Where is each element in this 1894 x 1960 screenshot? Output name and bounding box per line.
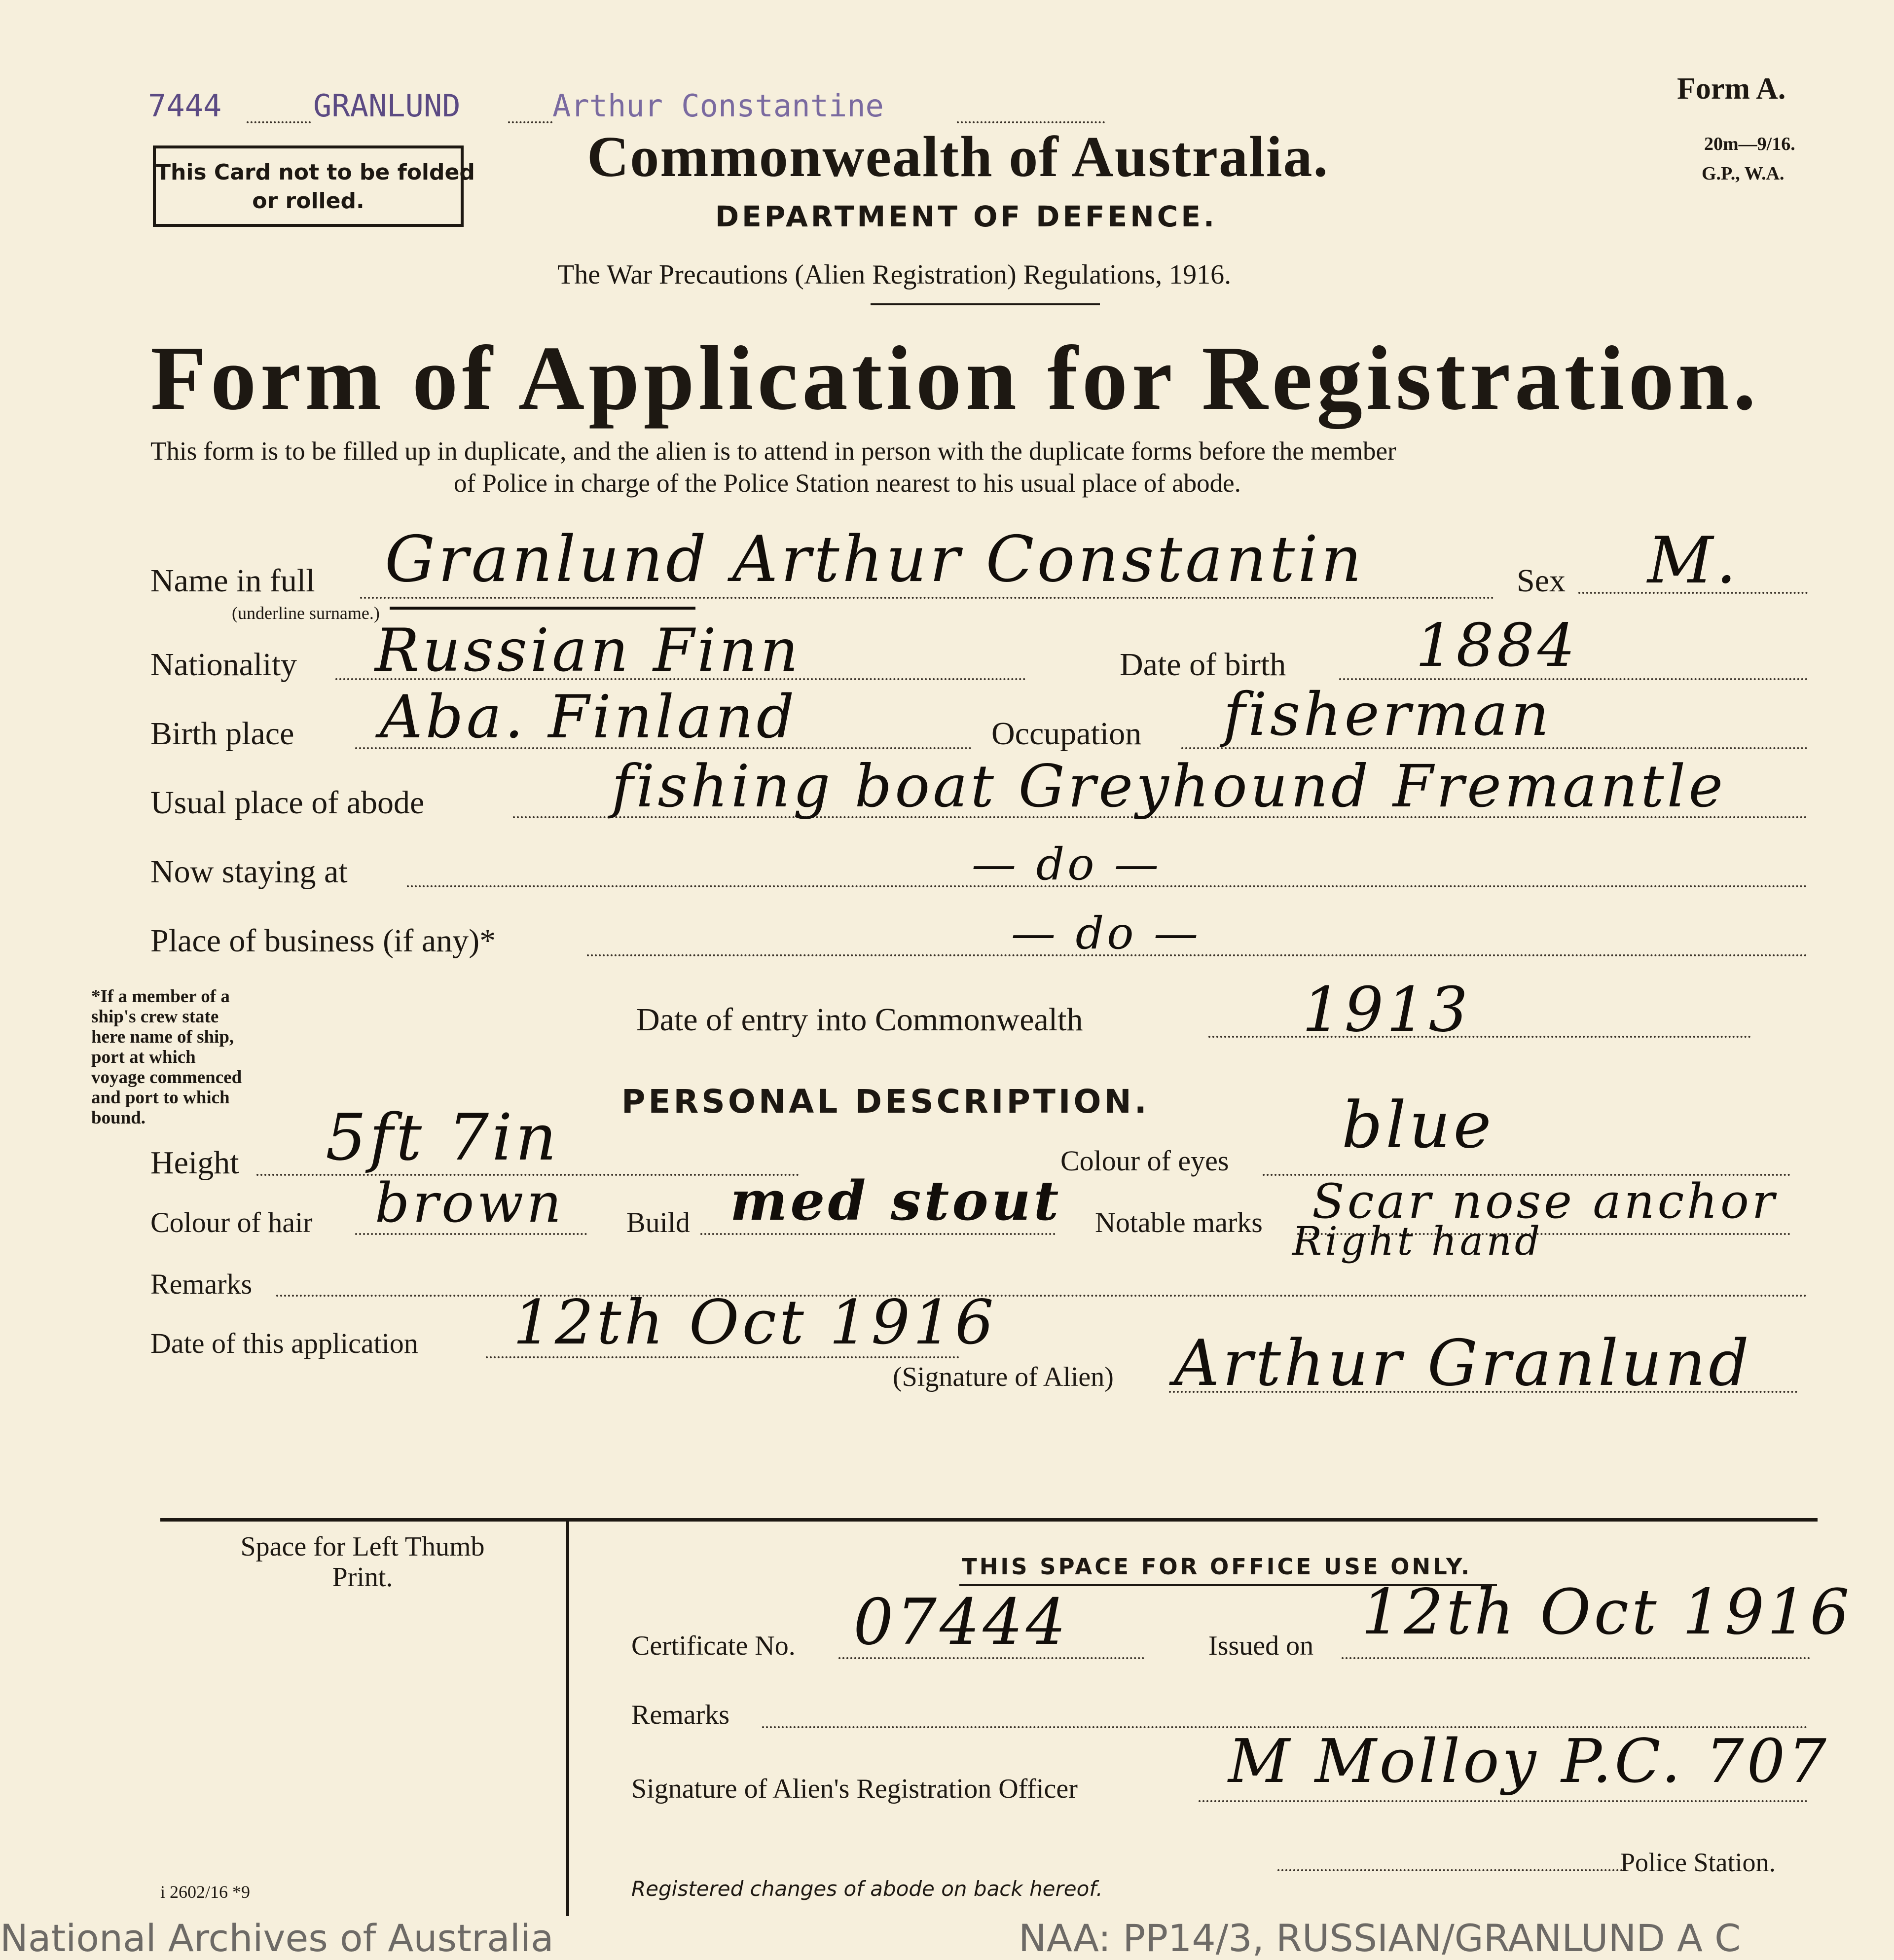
entry-dots xyxy=(1208,1036,1751,1038)
officer-signature: M Molloy P.C. 707 xyxy=(1228,1726,1829,1796)
height-value: 5ft 7in xyxy=(326,1100,560,1175)
abode-value: fishing boat Greyhound Fremantle xyxy=(612,752,1726,820)
height-label: Height xyxy=(150,1145,239,1181)
occupation-label: Occupation xyxy=(991,716,1142,752)
stamp-dots-2 xyxy=(508,121,552,123)
hair-label: Colour of hair xyxy=(150,1206,313,1238)
regulations-line: The War Precautions (Alien Registration) Regulations, 1916. xyxy=(557,259,1232,290)
staying-label: Now staying at xyxy=(150,854,348,890)
footnote-line: and port to which xyxy=(91,1088,230,1108)
entry-label: Date of entry into Commonwealth xyxy=(636,1002,1083,1038)
thumb-divider xyxy=(566,1522,569,1916)
station-dots xyxy=(1277,1869,1623,1871)
office-use-heading: THIS SPACE FOR OFFICE USE ONLY. xyxy=(962,1554,1472,1580)
police-station-label: Police Station. xyxy=(1620,1848,1776,1877)
department-heading: DEPARTMENT OF DEFENCE. xyxy=(715,200,1217,233)
marks-value-line1: Scar nose anchor xyxy=(1312,1174,1778,1229)
instructions-line2: of Police in charge of the Police Station nearest to his usual place of abode. xyxy=(454,469,1241,498)
office-remarks-label: Remarks xyxy=(631,1700,730,1730)
issued-label: Issued on xyxy=(1208,1631,1314,1661)
build-dots xyxy=(700,1233,1056,1235)
dob-value: 1884 xyxy=(1416,612,1578,680)
application-date-value: 12th Oct 1916 xyxy=(513,1287,997,1358)
remarks-label: Remarks xyxy=(150,1268,253,1300)
business-value: — do — xyxy=(1011,907,1202,959)
office-top-rule xyxy=(160,1518,1818,1522)
name-label: Name in full xyxy=(150,563,315,599)
footnote-line: here name of ship, xyxy=(91,1027,234,1047)
birthplace-label: Birth place xyxy=(150,716,294,752)
thumb-print-caption xyxy=(160,1531,565,1593)
sex-value: M. xyxy=(1647,523,1740,598)
surname-underline xyxy=(390,607,695,610)
nationality-value: Russian Finn xyxy=(375,617,801,685)
certificate-value: 07444 xyxy=(853,1586,1069,1659)
footnote-line: port at which xyxy=(91,1047,196,1067)
instructions-line1: This form is to be filled up in duplicate, and the alien is to attend in person with the duplicate forms before the member xyxy=(150,437,1396,466)
build-value: med stout xyxy=(730,1169,1062,1233)
footnote-line: voyage commenced xyxy=(91,1067,242,1088)
staying-value: — do — xyxy=(972,838,1162,890)
officer-signature-label: Signature of Alien's Registration Officer xyxy=(631,1774,1078,1804)
occupation-value: fisherman xyxy=(1223,681,1552,749)
marks-value-line2: Right hand xyxy=(1292,1218,1543,1264)
name-value: Granlund Arthur Constantin xyxy=(385,523,1365,596)
alien-signature: Arthur Granlund xyxy=(1174,1327,1752,1400)
eyes-label: Colour of eyes xyxy=(1060,1145,1229,1177)
dob-label: Date of birth xyxy=(1120,647,1286,683)
application-date-label: Date of this application xyxy=(150,1327,418,1359)
issued-value: 12th Oct 1916 xyxy=(1361,1576,1853,1648)
footnote-line: ship's crew state xyxy=(91,1007,219,1027)
print-run: 20m—9/16. xyxy=(1704,134,1795,154)
issued-dots xyxy=(1342,1657,1810,1659)
footnote-line: bound. xyxy=(91,1108,146,1128)
form-code: Form A. xyxy=(1677,72,1786,106)
business-label: Place of business (if any)* xyxy=(150,923,496,959)
sex-label: Sex xyxy=(1517,563,1566,599)
fold-notice-line1: This Card not to be folded xyxy=(156,160,475,185)
printer-code: G.P., W.A. xyxy=(1702,163,1785,184)
print-code: i 2602/16 *9 xyxy=(160,1882,251,1902)
name-dots xyxy=(360,597,1494,599)
commonwealth-heading: Commonwealth of Australia. xyxy=(587,124,1329,189)
stamp-given-names: Arthur Constantine xyxy=(552,88,884,124)
build-label: Build xyxy=(626,1206,690,1238)
fold-notice-line2: or rolled. xyxy=(252,188,364,214)
footnote-line: *If a member of a xyxy=(91,986,230,1007)
hair-value: brown xyxy=(375,1171,565,1234)
name-hint: (underline surname.) xyxy=(232,603,380,623)
archive-name: National Archives of Australia xyxy=(0,1916,554,1960)
certificate-label: Certificate No. xyxy=(631,1631,796,1661)
fold-notice-box xyxy=(153,145,475,227)
stamp-number: 7444 xyxy=(148,88,222,124)
regulations-underline xyxy=(871,303,1100,305)
eyes-value: blue xyxy=(1342,1088,1494,1162)
archive-reference: NAA: PP14/3, RUSSIAN/GRANLUND A C xyxy=(1019,1916,1741,1960)
form-title: Form of Application for Registration. xyxy=(150,327,1760,429)
nationality-label: Nationality xyxy=(150,647,297,683)
signature-label: (Signature of Alien) xyxy=(893,1362,1114,1392)
thumb-caption-line2: Print. xyxy=(332,1562,393,1593)
abode-label: Usual place of abode xyxy=(150,785,425,821)
ship-crew-footnote xyxy=(91,986,242,1128)
stamp-dots-1 xyxy=(247,121,311,123)
thumb-caption-line1: Space for Left Thumb xyxy=(240,1531,485,1562)
personal-heading: PERSONAL DESCRIPTION. xyxy=(621,1083,1150,1121)
changes-note: Registered changes of abode on back hereof. xyxy=(631,1877,1103,1901)
officer-signature-dots xyxy=(1199,1800,1808,1802)
stamp-surname: GRANLUND xyxy=(313,88,461,124)
marks-label: Notable marks xyxy=(1095,1206,1263,1238)
birthplace-value: Aba. Finland xyxy=(380,683,798,752)
entry-value: 1913 xyxy=(1302,974,1471,1046)
remarks-dots xyxy=(276,1295,1808,1297)
